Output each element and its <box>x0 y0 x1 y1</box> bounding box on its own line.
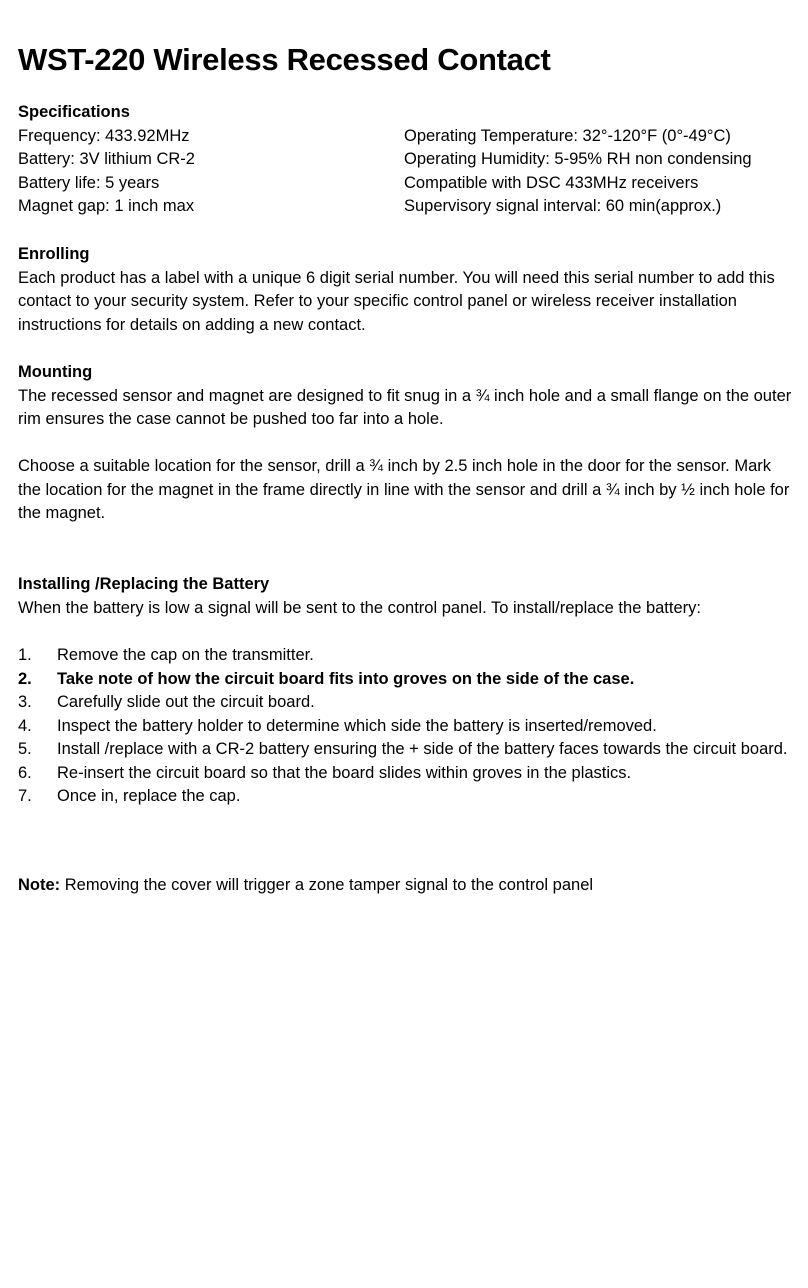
step-text: Once in, replace the cap. <box>57 787 241 805</box>
step-number: 7. <box>18 787 32 805</box>
battery-section <box>18 573 796 620</box>
list-item <box>18 644 796 668</box>
step-text: Re-insert the circuit board so that the board slides within groves in the plastics. <box>57 763 632 782</box>
step-number: 4. <box>18 716 32 735</box>
list-item <box>18 715 796 739</box>
spec-magnet-gap: Magnet gap: 1 inch max <box>18 197 195 215</box>
step-number: 3. <box>18 693 32 711</box>
step-text: Carefully slide out the circuit board. <box>57 693 315 711</box>
list-item <box>18 738 796 762</box>
spec-operating-temperature: Operating Temperature: 32°-120°F (0°-49°C) <box>404 126 731 145</box>
spec-frequency: Frequency: 433.92MHz <box>18 126 190 145</box>
spec-battery: Battery: 3V lithium CR-2 <box>18 150 195 168</box>
page-title: WST-220 Wireless Recessed Contact <box>18 42 551 77</box>
note-section <box>18 874 796 898</box>
step-text: Take note of how the circuit board fits into groves on the side of the case. <box>57 669 635 688</box>
spec-supervisory-interval: Supervisory signal interval: 60 min(approx.) <box>404 197 722 215</box>
specifications-section <box>18 101 796 219</box>
specifications-right-column <box>404 125 796 219</box>
battery-steps-section <box>18 644 796 809</box>
battery-intro: When the battery is low a signal will be sent to the control panel. To install/replace the battery: <box>18 598 701 617</box>
list-item <box>18 762 796 786</box>
mounting-text-1: The recessed sensor and magnet are designed to fit snug in a ¾ inch hole and a small flange on the outer rim ensures the case cannot be pushed too far into a hole. <box>18 386 792 428</box>
step-number: 6. <box>18 763 32 782</box>
spec-operating-humidity: Operating Humidity: 5-95% RH non condensing <box>404 150 752 168</box>
enrolling-section <box>18 243 796 337</box>
mounting-heading: Mounting <box>18 363 93 381</box>
step-text: Install /replace with a CR-2 battery ensuring the + side of the battery faces towards the circuit board. <box>57 740 788 758</box>
spec-compatibility: Compatible with DSC 433MHz receivers <box>404 173 699 192</box>
list-item <box>18 691 796 715</box>
list-item <box>18 785 796 809</box>
mounting-instructions-section <box>18 455 796 526</box>
step-text: Inspect the battery holder to determine which side the battery is inserted/removed. <box>57 716 657 735</box>
battery-steps-list <box>18 644 796 809</box>
step-text: Remove the cap on the transmitter. <box>57 646 314 664</box>
step-number: 5. <box>18 740 32 758</box>
mounting-text-2: Choose a suitable location for the sensor, drill a ¾ inch by 2.5 inch hole in the door for the sensor. Mark the location for the magnet in the frame directly in line with the sensor and drill a ¾ inch by ½ inch hole for the magnet. <box>18 457 790 522</box>
mounting-section <box>18 361 796 432</box>
step-number: 1. <box>18 646 32 664</box>
enrolling-heading: Enrolling <box>18 245 90 263</box>
specifications-left-column <box>18 125 404 219</box>
list-item <box>18 668 796 692</box>
battery-heading: Installing /Replacing the Battery <box>18 575 270 593</box>
specifications-grid <box>18 125 796 219</box>
spec-battery-life: Battery life: 5 years <box>18 173 160 192</box>
enrolling-text: Each product has a label with a unique 6 digit serial number. You will need this serial number to add this contact to your security system. Refer to your specific control panel or wireless receiver installation instructions for details on adding a new contact. <box>18 268 775 334</box>
specifications-heading: Specifications <box>18 103 130 121</box>
step-number: 2. <box>18 669 32 688</box>
note-paragraph <box>18 874 796 898</box>
note-text: Removing the cover will trigger a zone tamper signal to the control panel <box>60 876 594 894</box>
note-label: Note: <box>18 876 61 894</box>
